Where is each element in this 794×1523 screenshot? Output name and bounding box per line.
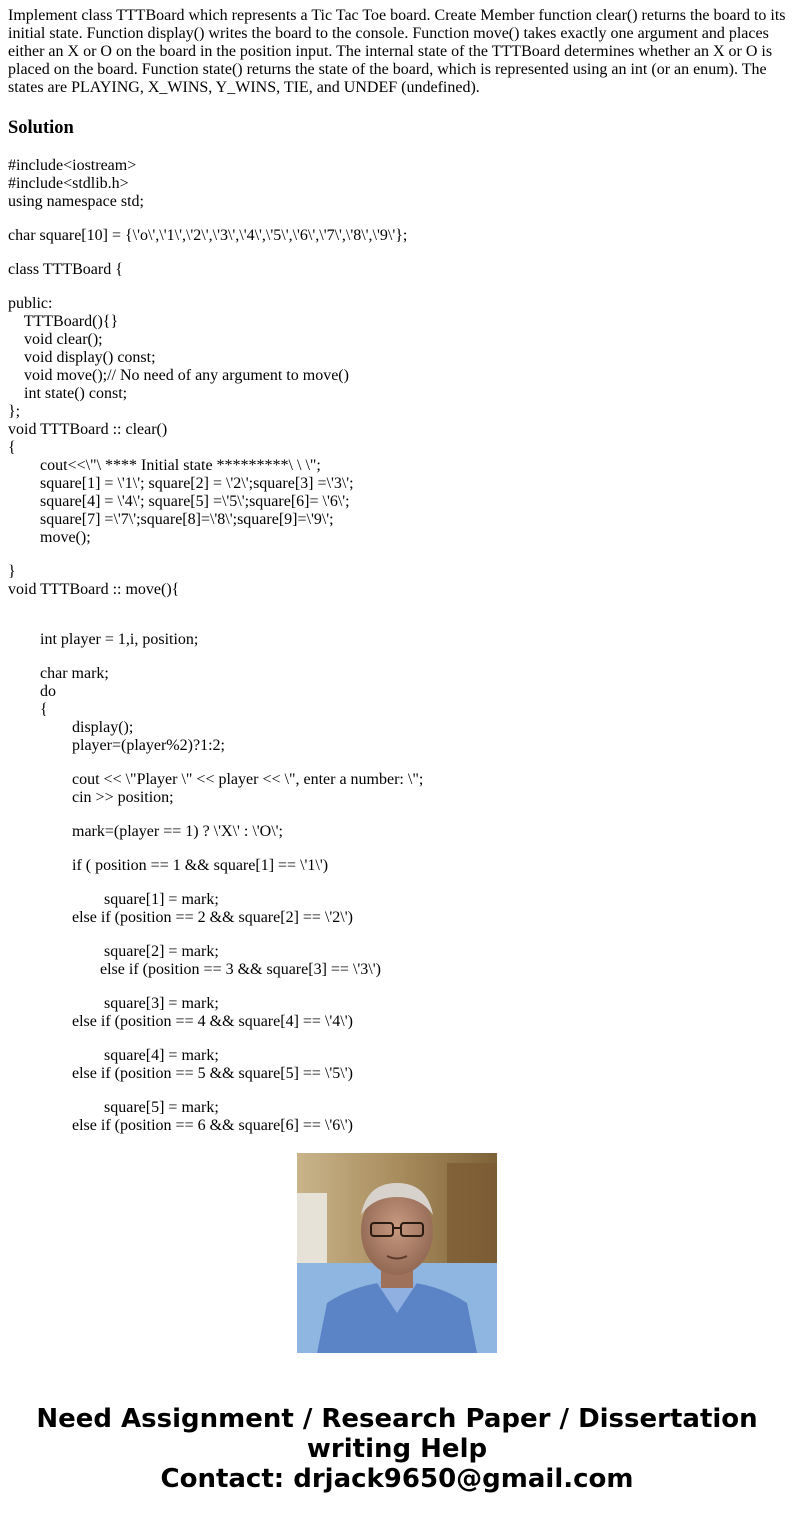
code-line: void display() const; [8,349,156,366]
code-line [8,979,788,995]
code-line [8,615,788,631]
code-line: square[5] = mark; [8,1099,219,1116]
code-line: char mark; [8,665,109,682]
code-line: else if (position == 4 && square[4] == \'4\') [8,1013,353,1030]
code-line [8,279,788,295]
code-line: square[4] = mark; [8,1047,219,1064]
code-line: using namespace std; [8,193,144,210]
code-line: else if (position == 3 && square[3] == \'3\') [8,961,381,978]
code-line: square[1] = mark; [8,891,219,908]
question-text: Implement class TTTBoard which represents a Tic Tac Toe board. Create Member function clear() returns the board to its initial state. Function display() writes the board to the console. Function move() takes exactly one argument and places either an X or O on the board in the position input. The internal state of the TTTBoard determines whether an X or O is placed on the board. Function state() returns the state of the board, which is represented using an int (or an enum). The states are PLAYING, X_WINS, Y_WINS, TIE, and UNDEF (undefined). [8,7,786,96]
code-line: square[7] =\'7\';square[8]=\'8\';square[9]=\'9\'; [8,511,334,528]
code-line: else if (position == 6 && square[6] == \'6\') [8,1117,353,1134]
code-line: int state() const; [8,385,128,402]
code-line [8,875,788,891]
code-line: #include<iostream> [8,157,137,174]
code-line: class TTTBoard { [8,261,123,278]
code-line: move(); [8,529,91,546]
code-line: square[1] = \'1\'; square[2] = \'2\';square[3] =\'3\'; [8,475,354,492]
code-line: { [8,439,16,456]
code-line [8,1031,788,1047]
code-line: cout<<\"\ **** Initial state *********\ \ \"; [8,457,321,474]
code-line [8,927,788,943]
code-line [8,547,788,563]
code-line [8,807,788,823]
code-line: square[3] = mark; [8,995,219,1012]
code-block [8,157,788,1134]
code-line: square[2] = mark; [8,943,219,960]
code-line: cout << \"Player \" << player << \", enter a number: \"; [8,771,424,788]
code-line [8,755,788,771]
code-line: int player = 1,i, position; [8,631,199,648]
code-line [8,841,788,857]
code-line: else if (position == 5 && square[5] == \'5\') [8,1065,353,1082]
code-line: public: [8,295,53,312]
code-line: player=(player%2)?1:2; [8,737,225,754]
contact-banner [0,1404,794,1494]
code-line: void TTTBoard :: move(){ [8,581,180,598]
code-line: TTTBoard(){} [8,313,119,330]
code-line: void move();// No need of any argument to move() [8,367,349,384]
code-line: else if (position == 2 && square[2] == \'2\') [8,909,353,926]
code-line: void clear(); [8,331,103,348]
banner-line-1: Need Assignment / Research Paper / Dissertation [36,1404,758,1434]
banner-line-2: writing Help [306,1434,488,1464]
solution-heading: Solution [8,118,74,138]
code-line [8,649,788,665]
code-line: square[4] = \'4\'; square[5] =\'5\';square[6]= \'6\'; [8,493,350,510]
code-line [8,245,788,261]
code-line: mark=(player == 1) ? \'X\' : \'O\'; [8,823,283,840]
code-line: }; [8,403,21,420]
code-line: } [8,563,16,580]
banner-line-3: Contact: drjack9650@gmail.com [160,1464,634,1494]
code-line: void TTTBoard :: clear() [8,421,168,438]
code-line: cin >> position; [8,789,174,806]
person-photo-icon [297,1153,497,1353]
code-line: display(); [8,719,134,736]
code-line: char square[10] = {\'o\',\'1\',\'2\',\'3\',\'4\',\'5\',\'6\',\'7\',\'8\',\'9\'}; [8,227,408,244]
code-line [8,211,788,227]
code-line: if ( position == 1 && square[1] == \'1\') [8,857,329,874]
code-line [8,1083,788,1099]
author-avatar [297,1153,497,1353]
code-line: { [8,701,48,718]
code-line [8,599,788,615]
code-line: do [8,683,56,700]
code-line: #include<stdlib.h> [8,175,129,192]
